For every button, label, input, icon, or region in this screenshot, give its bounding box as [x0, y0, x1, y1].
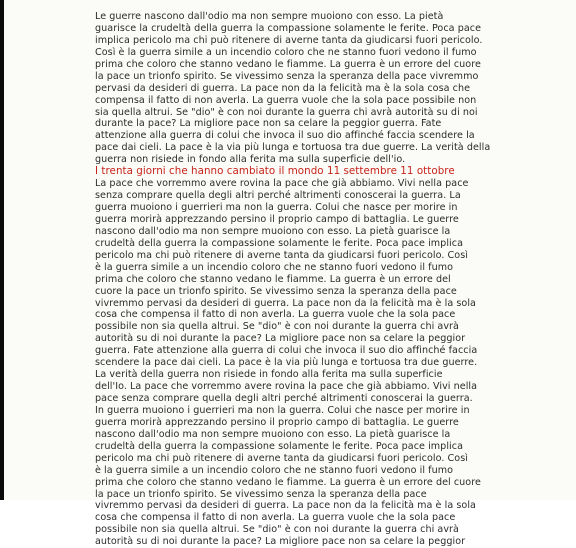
text-line-bottom-15: guerra. Fate attenzione alla guerra di colui che invoca il suo dio affinché faccia	[95, 345, 478, 357]
text-line-bottom-20: In guerra muoiono i guerrieri ma non la guerra. Colui che nasce per morire in	[95, 404, 470, 416]
text-line-top-4: Così è la guerra simile a un incendio coloro che ne stanno fuori vedono il fumo	[95, 46, 477, 58]
text-line-bottom-28: vivremmo pervasi da desideri di guerra. La pace non da la felicità ma è la sola	[95, 500, 476, 512]
text-line-bottom-4: guerra morirà apprezzando persino il proprio campo di battaglia. Le guerre	[95, 213, 459, 225]
text-line-bottom-5: nascono dall'odio ma non sempre muoiono con esso. La pietà guarisce la	[95, 225, 451, 237]
text-line-bottom-22: nascono dall'odio ma non sempre muoiono con esso. La pietà guarisce la	[95, 428, 451, 440]
text-line-bottom-9: prima che coloro che stanno vedano le fiamme. La guerra è un errore del	[95, 273, 451, 285]
text-line-bottom-29: cosa che compensa il fatto di non averla. La guerra vuole che la sola pace	[95, 512, 456, 524]
text-line-bottom-16: scendere la pace dai cieli. La pace è la via più lunga e tortuosa tra due guerre.	[95, 357, 478, 369]
text-line-bottom-8: è la guerra simile a un incendio coloro che ne stanno fuori vedono il fumo	[95, 261, 454, 273]
text-line-bottom-1: La pace che vorremmo avere rovina la pace che già abbiamo. Vivi nella pace	[95, 178, 469, 190]
text-line-top-8: compensa il fatto di non averla. La guerra vuole che la sola pace possibile non	[95, 94, 477, 106]
text-line-bottom-30: possibile non sia quella altrui. Se "dio" è con noi durante la guerra chi avrà	[95, 524, 459, 536]
cover-text-block	[95, 11, 565, 548]
text-line-bottom-3: guerra muoiono i guerrieri ma non la guerra. Colui che nasce per morire in	[95, 202, 458, 213]
text-line-bottom-21: guerra morirà apprezzando persino il proprio campo di battaglia. Le guerre	[95, 416, 459, 428]
text-line-top-1: Le guerre nascono dall'odio ma non sempre muoiono con esso. La pietà	[95, 11, 444, 22]
text-line-top-3: implica pericolo ma chi può ritenere di averne tanta da giudicarsi fuori pericolo.	[95, 34, 483, 46]
text-line-bottom-25: è la guerra simile a un incendio coloro che ne stanno fuori vedono il fumo	[95, 464, 454, 476]
text-line-top-2: guarisce la crudeltà della guerra la compassione solamente le ferite. Poca pace	[95, 22, 482, 34]
text-line-bottom-19: pace senza comprare quella degli altri perché altrimenti conoscerai la guerra.	[95, 393, 473, 404]
text-line-bottom-2: senza comprare quella degli altri perché altrimenti conoscerai la guerra. La	[95, 190, 461, 202]
text-line-top-13: guerra non risiede in fondo alla ferita ma sulla superficie dell'io.	[95, 154, 406, 166]
text-line-bottom-14: autorità su di noi durante la pace? La migliore pace non sa celare la peggior	[95, 333, 466, 345]
text-line-bottom-23: crudeltà della guerra la compassione solamente le ferite. Poca pace implica	[95, 440, 464, 452]
text-line-top-5: prima che coloro che stanno vedano le fiamme. La guerra è un errore del cuore	[95, 58, 481, 70]
text-line-bottom-6: crudeltà della guerra la compassione solamente le ferite. Poca pace implica	[95, 237, 464, 249]
left-edge-shadow	[0, 0, 4, 500]
text-line-top-11: attenzione alla guerra di colui che invoca il suo dio affinché faccia scendere la	[95, 130, 475, 142]
text-line-top-9: sia quella altrui. Se "dio" è con noi durante la guerra chi avrà autorità su di noi	[95, 106, 478, 118]
text-line-bottom-26: prima che coloro che stanno vedano le fiamme. La guerra è un errore del cuore	[95, 476, 481, 488]
text-line-bottom-7: pericolo ma chi può ritenere di averne tanta da giudicarsi fuori pericolo. Così	[95, 249, 468, 261]
text-line-bottom-13: possibile non sia quella altrui. Se "dio" è con noi durante la guerra chi avrà	[95, 321, 459, 333]
text-line-bottom-18: dell'Io. La pace che vorremmo avere rovina la pace che già abbiamo. Vivi nella	[95, 381, 478, 393]
text-line-bottom-31: autorità su di noi durante la pace? La migliore pace non sa celare la peggior	[95, 536, 466, 548]
text-line-bottom-12: cosa che compensa il fatto di non averla. La guerra vuole che la sola pace	[95, 309, 456, 321]
text-line-top-12: pace dai cieli. La pace è la via più lunga e tortuosa tra due guerre. La verità della	[95, 142, 491, 154]
text-line-bottom-27: la pace un trionfo spirito. Se vivessimo senza la speranza della pace	[95, 488, 427, 500]
text-line-bottom-10: cuore la pace un trionfo spirito. Se vivessimo senza la speranza della pace	[95, 285, 457, 297]
text-line-top-7: pervasi da desideri di guerra. La pace non da la felicità ma è la sola cosa che	[95, 82, 471, 94]
book-title: I trenta giorni che hanno cambiato il mondo 11 settembre 11 ottobre	[95, 165, 455, 178]
text-line-bottom-17: La verità della guerra non risiede in fondo alla ferita ma sulla superficie	[95, 369, 443, 381]
text-line-bottom-11: vivremmo pervasi da desideri di guerra. La pace non da la felicità ma è la sola	[95, 297, 476, 309]
text-line-bottom-24: pericolo ma chi può ritenere di averne tanta da giudicarsi fuori pericolo. Così	[95, 452, 468, 464]
text-line-top-6: la pace un trionfo spirito. Se vivessimo senza la speranza della pace vivremmo	[95, 70, 479, 82]
text-line-top-10: durante la pace? La migliore pace non sa celare la peggior guerra. Fate	[95, 118, 442, 130]
